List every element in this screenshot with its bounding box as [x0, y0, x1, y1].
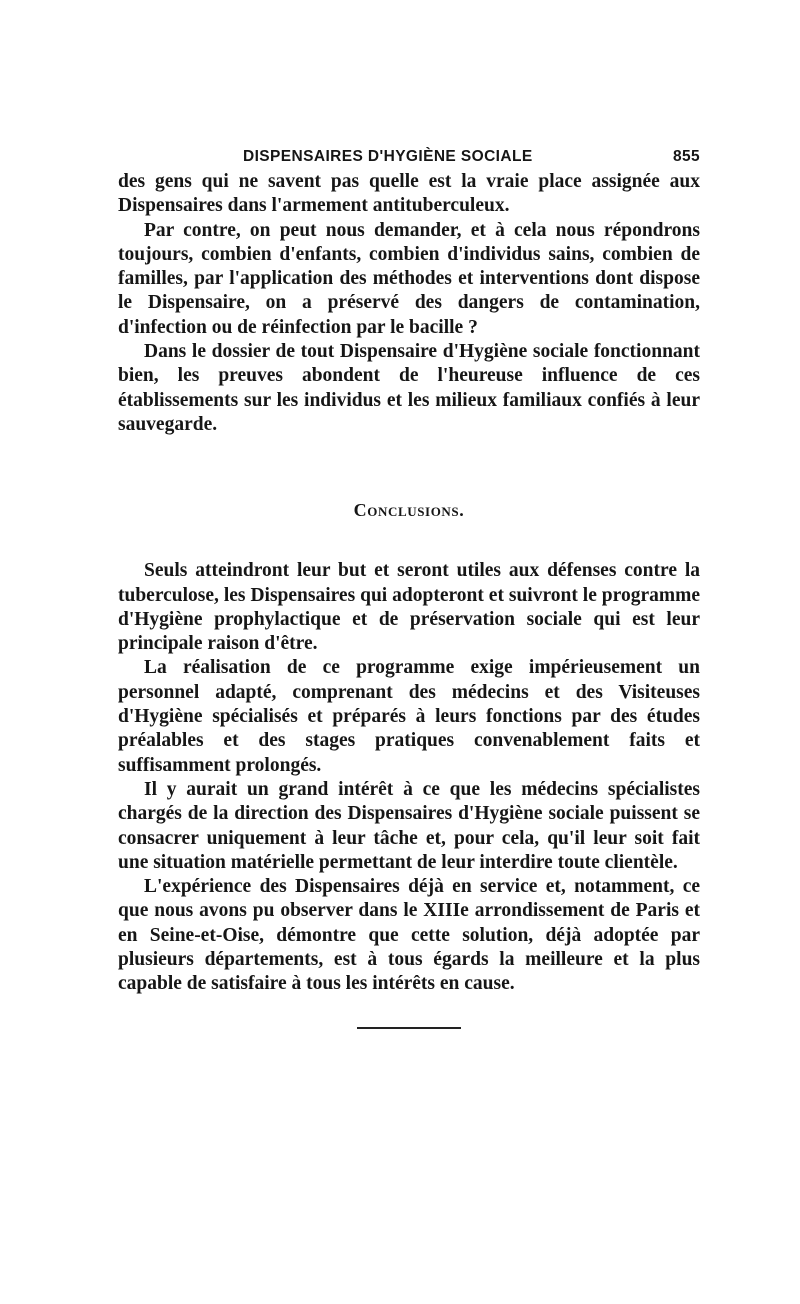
- paragraph: L'expérience des Dispensaires déjà en service et, notamment, ce que nous avons pu observer dans le XIIIe arrondissement de Paris et en Seine-et-Oise, démontre que cette solution, déjà adoptée par plusieurs départements, est à tous égards la meilleure et la plus capable de satisfaire à tous les intérêts en cause.: [118, 876, 700, 995]
- end-rule: [357, 1027, 461, 1029]
- running-header: [118, 140, 700, 170]
- paragraph: La réalisation de ce programme exige impérieusement un personnel adapté, comprenant des médecins et des Visiteuses d'Hygiène spécialisés et préparés à leurs fonctions par des études préalables et des stages pratiques convenablement faits et suffisamment prolongés.: [118, 657, 700, 776]
- paragraph: Seuls atteindront leur but et seront utiles aux défenses contre la tuberculose, les Dispensaires qui adopteront et suivront le programme d'Hygiène prophylactique et de préservation sociale qui est leur principale raison d'être.: [118, 560, 700, 655]
- paragraph: Par contre, on peut nous demander, et à cela nous répondrons toujours, combien d'enfants, combien d'individus sains, combien de familles, par l'application des méthodes et interventions dont dispose le Dispensaire, on a préservé des dangers de contamination, d'infection ou de réinfection par le bacille ?: [118, 219, 700, 338]
- paragraph: Il y aurait un grand intérêt à ce que les médecins spécialistes chargés de la direction des Dispensaires d'Hygiène sociale puissent se consacrer uniquement à leur tâche et, pour cela, qu'il leur soit fait une situation matérielle permettant de leur interdire toute clientèle.: [118, 778, 700, 873]
- conclusions-text: [118, 559, 700, 996]
- paragraph: des gens qui ne savent pas quelle est la vraie place assignée aux Dispensaires dans l'armement antituberculeux.: [118, 171, 700, 217]
- body-text: [118, 170, 700, 437]
- book-page: [118, 140, 700, 1029]
- section-heading-conclusions: Conclusions.: [353, 500, 465, 521]
- paragraph: Dans le dossier de tout Dispensaire d'Hygiène sociale fonctionnant bien, les preuves abondent de l'heureuse influence de ces établissements sur les individus et les milieux familiaux confiés à leur sauvegarde.: [118, 341, 700, 435]
- page-number: 855: [672, 148, 700, 165]
- running-title: DISPENSAIRES D'HYGIÈNE SOCIALE: [243, 148, 533, 165]
